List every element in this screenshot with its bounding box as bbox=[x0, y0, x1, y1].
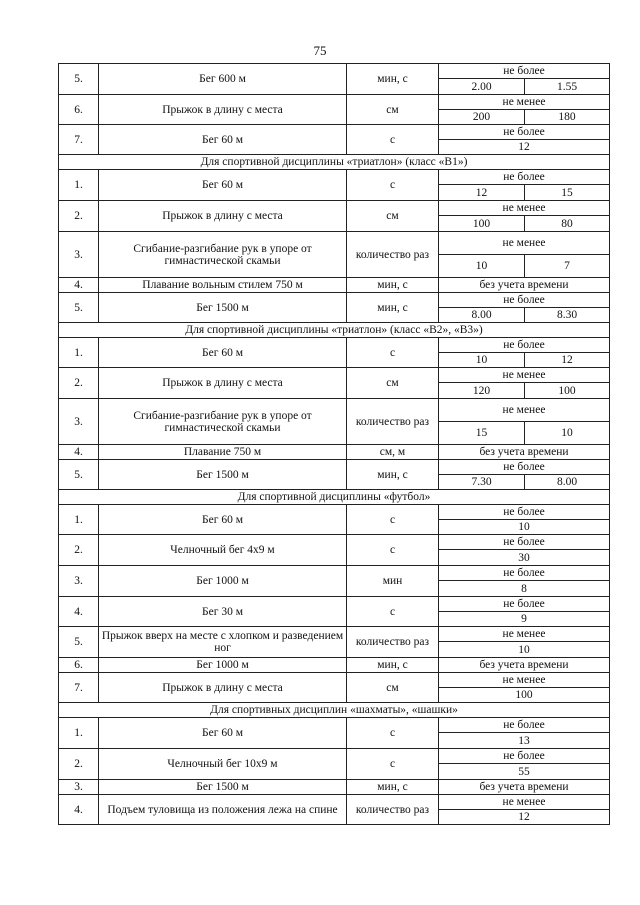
standard-value-1: 8.00 bbox=[439, 308, 525, 323]
exercise-name: Прыжок в длину с места bbox=[99, 368, 347, 399]
unit: с bbox=[347, 170, 439, 201]
unit: мин, с bbox=[347, 780, 439, 795]
table-row bbox=[59, 780, 610, 795]
standard-value: 100 bbox=[439, 688, 610, 703]
row-number: 5. bbox=[59, 64, 99, 95]
standard-value: 12 bbox=[439, 140, 610, 155]
standard-value-1: 100 bbox=[439, 216, 525, 232]
table-row bbox=[59, 445, 610, 460]
row-number: 5. bbox=[59, 460, 99, 490]
standard-mode: не более bbox=[439, 535, 610, 550]
standard-value-1: 10 bbox=[439, 353, 525, 368]
unit: с bbox=[347, 338, 439, 368]
standard-mode: не более bbox=[439, 64, 610, 79]
table-row bbox=[59, 718, 610, 733]
exercise-name: Челночный бег 10х9 м bbox=[99, 749, 347, 780]
unit: мин, с bbox=[347, 278, 439, 293]
exercise-name: Бег 1500 м bbox=[99, 293, 347, 323]
table-row bbox=[59, 338, 610, 353]
table-row bbox=[59, 95, 610, 110]
standard-mode: не более bbox=[439, 505, 610, 520]
exercise-name: Подъем туловища из положения лежа на спине bbox=[99, 795, 347, 825]
exercise-name: Бег 30 м bbox=[99, 597, 347, 627]
row-number: 7. bbox=[59, 125, 99, 155]
standard-value: без учета времени bbox=[439, 658, 610, 673]
unit: количество раз bbox=[347, 232, 439, 278]
unit: с bbox=[347, 718, 439, 749]
table-row bbox=[59, 658, 610, 673]
section-title: Для спортивной дисциплины «триатлон» (класс «В2», «В3») bbox=[59, 323, 610, 338]
row-number: 4. bbox=[59, 597, 99, 627]
row-number: 2. bbox=[59, 535, 99, 566]
table-row bbox=[59, 399, 610, 422]
standard-value-1: 12 bbox=[439, 185, 525, 201]
standard-value-2: 100 bbox=[525, 383, 610, 399]
standard-value-2: 80 bbox=[525, 216, 610, 232]
row-number: 1. bbox=[59, 718, 99, 749]
table-row bbox=[59, 460, 610, 475]
standard-value-1: 200 bbox=[439, 110, 525, 125]
standard-mode: не менее bbox=[439, 399, 610, 422]
exercise-name: Прыжок в длину с места bbox=[99, 673, 347, 703]
unit: см bbox=[347, 673, 439, 703]
exercise-name: Сгибание-разгибание рук в упоре от гимнастической скамьи bbox=[99, 399, 347, 445]
exercise-name: Прыжок в длину с места bbox=[99, 95, 347, 125]
section-title: Для спортивной дисциплины «футбол» bbox=[59, 490, 610, 505]
table-row bbox=[59, 278, 610, 293]
row-number: 4. bbox=[59, 445, 99, 460]
row-number: 3. bbox=[59, 566, 99, 597]
unit: количество раз bbox=[347, 627, 439, 658]
exercise-name: Бег 60 м bbox=[99, 125, 347, 155]
row-number: 1. bbox=[59, 505, 99, 535]
table-row bbox=[59, 597, 610, 612]
standard-value-2: 7 bbox=[525, 255, 610, 278]
standard-value-1: 15 bbox=[439, 422, 525, 445]
table-row bbox=[59, 293, 610, 308]
unit: мин bbox=[347, 566, 439, 597]
page-number: 75 bbox=[313, 43, 327, 58]
standard-mode: не более bbox=[439, 597, 610, 612]
table-row bbox=[59, 125, 610, 140]
exercise-name: Плавание 750 м bbox=[99, 445, 347, 460]
table-row bbox=[59, 566, 610, 581]
standard-mode: не более bbox=[439, 460, 610, 475]
row-number: 4. bbox=[59, 278, 99, 293]
exercise-name: Бег 1500 м bbox=[99, 780, 347, 795]
row-number: 5. bbox=[59, 293, 99, 323]
unit: мин, с bbox=[347, 658, 439, 673]
standard-mode: не менее bbox=[439, 795, 610, 810]
unit: мин, с bbox=[347, 293, 439, 323]
table-row bbox=[59, 505, 610, 520]
exercise-name: Бег 60 м bbox=[99, 170, 347, 201]
table-row bbox=[59, 627, 610, 642]
standard-mode: не более bbox=[439, 749, 610, 764]
standard-value: 10 bbox=[439, 520, 610, 535]
section-row bbox=[59, 490, 610, 505]
section-title: Для спортивной дисциплины «триатлон» (класс «В1») bbox=[59, 155, 610, 170]
unit: см bbox=[347, 368, 439, 399]
standard-value-2: 1.55 bbox=[525, 79, 610, 95]
standard-mode: не менее bbox=[439, 368, 610, 383]
exercise-name: Бег 600 м bbox=[99, 64, 347, 95]
standard-value-1: 10 bbox=[439, 255, 525, 278]
row-number: 5. bbox=[59, 627, 99, 658]
standard-value-1: 2.00 bbox=[439, 79, 525, 95]
standard-value: 13 bbox=[439, 733, 610, 749]
row-number: 1. bbox=[59, 338, 99, 368]
unit: с bbox=[347, 749, 439, 780]
row-number: 2. bbox=[59, 368, 99, 399]
table-row bbox=[59, 368, 610, 383]
table-row bbox=[59, 673, 610, 688]
standard-value-2: 8.00 bbox=[525, 475, 610, 490]
row-number: 7. bbox=[59, 673, 99, 703]
row-number: 3. bbox=[59, 780, 99, 795]
standard-mode: не более bbox=[439, 170, 610, 185]
section-row bbox=[59, 703, 610, 718]
exercise-name: Сгибание-разгибание рук в упоре от гимнастической скамьи bbox=[99, 232, 347, 278]
standard-value-2: 8.30 bbox=[525, 308, 610, 323]
exercise-name: Бег 1000 м bbox=[99, 566, 347, 597]
unit: количество раз bbox=[347, 399, 439, 445]
table-row bbox=[59, 535, 610, 550]
unit: см, м bbox=[347, 445, 439, 460]
standard-mode: не более bbox=[439, 566, 610, 581]
unit: с bbox=[347, 597, 439, 627]
standard-mode: не менее bbox=[439, 95, 610, 110]
standard-value-2: 180 bbox=[525, 110, 610, 125]
standard-mode: не менее bbox=[439, 627, 610, 642]
row-number: 2. bbox=[59, 201, 99, 232]
unit: см bbox=[347, 95, 439, 125]
standard-value-2: 12 bbox=[525, 353, 610, 368]
exercise-name: Бег 1500 м bbox=[99, 460, 347, 490]
standard-value-2: 15 bbox=[525, 185, 610, 201]
standard-mode: не более bbox=[439, 293, 610, 308]
exercise-name: Челночный бег 4х9 м bbox=[99, 535, 347, 566]
table-row bbox=[59, 795, 610, 810]
standard-value: без учета времени bbox=[439, 278, 610, 293]
unit: с bbox=[347, 505, 439, 535]
unit: мин, с bbox=[347, 460, 439, 490]
exercise-name: Плавание вольным стилем 750 м bbox=[99, 278, 347, 293]
exercise-name: Прыжок в длину с места bbox=[99, 201, 347, 232]
standard-value: без учета времени bbox=[439, 445, 610, 460]
standard-value: 9 bbox=[439, 612, 610, 627]
standard-value: 12 bbox=[439, 810, 610, 825]
exercise-name: Прыжок вверх на месте с хлопком и разведением ног bbox=[99, 627, 347, 658]
standard-value: 30 bbox=[439, 550, 610, 566]
row-number: 4. bbox=[59, 795, 99, 825]
standard-value: без учета времени bbox=[439, 780, 610, 795]
standard-value-1: 120 bbox=[439, 383, 525, 399]
table-row bbox=[59, 201, 610, 216]
unit: см bbox=[347, 201, 439, 232]
exercise-name: Бег 60 м bbox=[99, 718, 347, 749]
unit: с bbox=[347, 535, 439, 566]
standard-mode: не более bbox=[439, 338, 610, 353]
standards-table bbox=[58, 63, 610, 825]
section-row bbox=[59, 155, 610, 170]
unit: с bbox=[347, 125, 439, 155]
table-row bbox=[59, 64, 610, 79]
unit: мин, с bbox=[347, 64, 439, 95]
standard-mode: не более bbox=[439, 718, 610, 733]
standard-mode: не менее bbox=[439, 232, 610, 255]
exercise-name: Бег 1000 м bbox=[99, 658, 347, 673]
standard-value: 55 bbox=[439, 764, 610, 780]
table-row bbox=[59, 232, 610, 255]
standard-value: 8 bbox=[439, 581, 610, 597]
standard-mode: не более bbox=[439, 125, 610, 140]
standard-value: 10 bbox=[439, 642, 610, 658]
row-number: 3. bbox=[59, 232, 99, 278]
section-row bbox=[59, 323, 610, 338]
table-row bbox=[59, 749, 610, 764]
standard-value-2: 10 bbox=[525, 422, 610, 445]
row-number: 6. bbox=[59, 658, 99, 673]
exercise-name: Бег 60 м bbox=[99, 505, 347, 535]
standard-mode: не менее bbox=[439, 673, 610, 688]
row-number: 2. bbox=[59, 749, 99, 780]
standard-mode: не менее bbox=[439, 201, 610, 216]
section-title: Для спортивных дисциплин «шахматы», «шашки» bbox=[59, 703, 610, 718]
table-row bbox=[59, 170, 610, 185]
exercise-name: Бег 60 м bbox=[99, 338, 347, 368]
unit: количество раз bbox=[347, 795, 439, 825]
row-number: 3. bbox=[59, 399, 99, 445]
row-number: 6. bbox=[59, 95, 99, 125]
row-number: 1. bbox=[59, 170, 99, 201]
standard-value-1: 7.30 bbox=[439, 475, 525, 490]
